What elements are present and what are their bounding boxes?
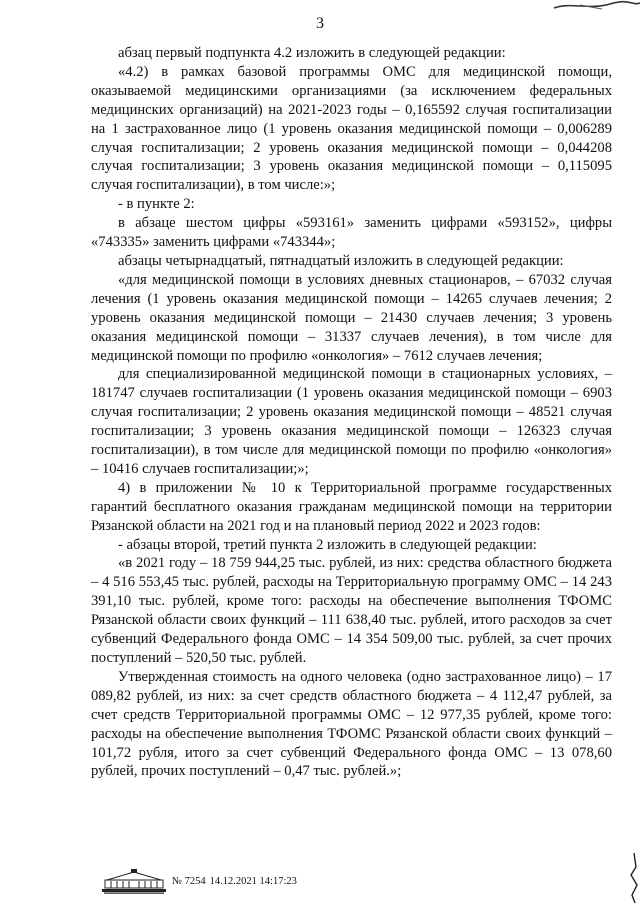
paragraph: «в 2021 году – 18 759 944,25 тыс. рублей, из них: средства областного бюджета – 4 516 553,45 тыс. рублей, расходы на Территориальную программу ОМС – 14 243 391,10 тыс. рублей, кроме того: расходы на обеспечение выполнения ТФОМС Рязанской области своих функций – 111 638,40 тыс. рублей, итого расходов за счет субвенций Федерального фонда ОМС – 14 354 509,00 тыс. рублей, за счет прочих поступлений – 520,50 тыс. рублей. [91, 555, 612, 666]
paragraph: Утвержденная стоимость на одного человека (одно застрахованное лицо) – 17 089,82 рублей, из них: за счет средств областного бюджета – 4 112,47 рублей, за счет средств Территориальной программы ОМС – 12 977,35 рублей, кроме того: расходы на обеспечение выполнения ТФОМС Рязанской области своих функций – 101,72 рубля, итого за счет субвенций Федерального фонда ОМС – 13 078,60 рублей, прочих поступлений – 0,47 тыс. рублей.»; [91, 668, 612, 780]
document-body [91, 44, 612, 781]
paragraph: абзац первый подпункта 4.2 изложить в следующей редакции: [118, 45, 506, 61]
scan-artifact-mark [550, 0, 640, 14]
paragraph: для специализированной медицинской помощи в стационарных условиях, – 181747 случаев госпитализации (1 уровень оказания медицинской помощи – 6903 случая госпитализации; 2 уровень оказания медицинской помощи – 48521 случая госпитализации; 3 уровень оказания медицинской помощи – 126323 случая госпитализации), в том числе для медицинской помощи по профилю «онкология» – 10416 случаев госпитализации;»; [91, 366, 612, 477]
paragraph: - в пункте 2: [118, 196, 195, 213]
paragraph: «для медицинской помощи в условиях дневных стационаров, – 67032 случая лечения (1 уровень оказания медицинской помощи – 14265 случаев лечения; 2 уровень оказания медицинской помощи – 21430 случаев лечения; 3 уровень оказания медицинской помощи – 31337 случаев лечения), в том числе для медицинской помощи по профилю «онкология» – 7612 случаев лечения; [91, 271, 612, 364]
footer-text [172, 876, 297, 887]
page-number: 3 [316, 15, 324, 32]
scan-edge-mark [620, 851, 640, 905]
paragraph: 4) в приложении № 10 к Территориальной программе государственных гарантий бесплатного оказания гражданам медицинской помощи на территории Рязанской области на 2021 год и на плановый период 2022 и 2023 годов: [91, 479, 612, 534]
government-building-icon [101, 868, 167, 894]
paragraph: - абзацы второй, третий пункта 2 изложить в следующей редакции: [118, 536, 537, 553]
paragraph: в абзаце шестом цифры «593161» заменить цифрами «593152», цифры «743335» заменить цифрами «743344»; [91, 215, 612, 251]
paragraph: «4.2) в рамках базовой программы ОМС для медицинской помощи, оказываемой медицинскими организациями (за исключением федеральных медицинских организаций) на 2021-2023 годы – 0,165592 случая госпитализации на 1 застрахованное лицо (1 уровень оказания медицинской помощи – 0,006289 случая госпитализации; 2 уровень оказания медицинской помощи – 0,044208 случая госпитализации; 3 уровень оказания медицинской помощи – 0,115095 случая госпитализации), в том числе:»; [91, 63, 612, 194]
paragraph: абзацы четырнадцатый, пятнадцатый изложить в следующей редакции: [118, 252, 564, 269]
timestamp: 14.12.2021 14:17:23 [209, 875, 297, 887]
footer-stamp [101, 868, 297, 894]
doc-number: № 7254 [172, 875, 206, 887]
